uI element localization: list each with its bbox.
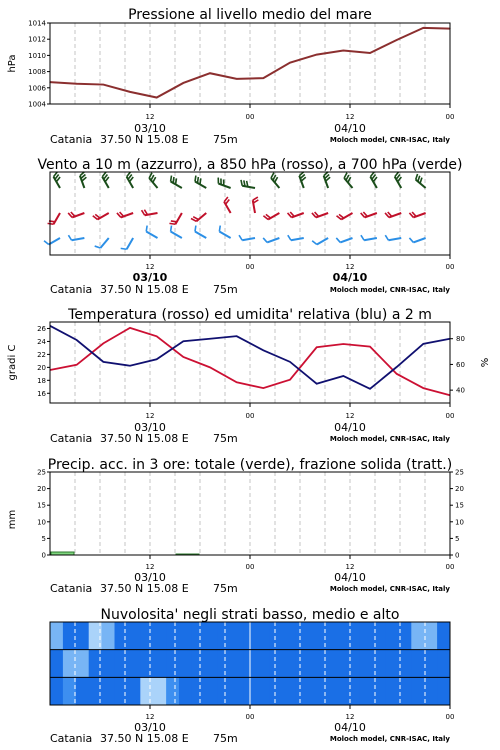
cloud-cell (140, 677, 153, 705)
barb-feather (171, 226, 172, 232)
wind-barb (336, 238, 352, 242)
cloud-cell (308, 650, 321, 678)
cloud-cell (411, 622, 424, 650)
cloud-cell (269, 677, 282, 705)
model-credit: Moloch model, CNR-ISAC, Italy (329, 735, 450, 743)
y-tick-label: 22 (37, 350, 46, 359)
panel-4 (7, 457, 464, 595)
panel-2 (37, 157, 462, 296)
cloud-cell (153, 677, 166, 705)
barb-staff (364, 238, 377, 240)
wind-barb (146, 226, 157, 238)
location-coords: 37.50 N 15.08 E (100, 283, 189, 296)
x-tick-label: 12 (145, 563, 155, 571)
wind-barb (44, 238, 60, 245)
barb-feather (271, 173, 274, 178)
wind-barb (171, 176, 182, 188)
wind-barb (93, 213, 109, 220)
cloud-cell (231, 622, 244, 650)
cloud-cell (295, 622, 308, 650)
cloud-cell (205, 677, 218, 705)
barb-feather (219, 226, 220, 232)
barb-feather (48, 223, 54, 224)
panel-title: Pressione al livello medio del mare (128, 7, 372, 23)
y-tick-label: 20 (37, 485, 46, 494)
barb-feather (169, 223, 175, 224)
y-tick-label: 1010 (28, 51, 46, 60)
wind-barb (239, 235, 255, 240)
barb-feather (197, 177, 198, 183)
x-tick-label: 12 (145, 412, 155, 420)
cloud-cell (308, 622, 321, 650)
cloud-cell (205, 622, 218, 650)
wind-barb (171, 226, 182, 238)
wind-barb (102, 172, 109, 188)
y2-tick-label: 20 (455, 485, 464, 494)
barb-feather (195, 226, 196, 232)
date-label: 03/10 (132, 271, 168, 284)
location-name: Catania (50, 432, 93, 445)
wind-barb (48, 213, 60, 224)
cloud-cell (256, 622, 269, 650)
wind-barb (370, 172, 377, 188)
location-coords: 37.50 N 15.08 E (100, 582, 189, 595)
barb-feather (288, 235, 291, 240)
cloud-cell (321, 677, 334, 705)
cloud-cell (192, 650, 205, 678)
cloud-cell (140, 650, 153, 678)
cloud-cell (360, 622, 373, 650)
pressure-point (236, 78, 237, 79)
wind-barb (385, 235, 401, 240)
y-axis-label: hPa (7, 54, 18, 73)
cloud-cell (424, 650, 437, 678)
y2-tick-label: 10 (455, 518, 464, 527)
cloud-cell (231, 677, 244, 705)
barb-staff (175, 213, 182, 224)
barb-staff (127, 238, 134, 249)
panel-title: Vento a 10 m (azzurro), a 850 hPa (rosso), a 700 hPa (verde) (37, 157, 463, 173)
cloud-cell (127, 622, 140, 650)
wind-barb (312, 238, 328, 245)
location-elevation: 75m (213, 133, 238, 146)
date-label: 03/10 (134, 721, 166, 734)
cloud-cell (385, 650, 398, 678)
cloud-cell (127, 650, 140, 678)
barb-feather (193, 217, 198, 220)
cloud-cell (411, 650, 424, 678)
barb-staff (242, 186, 255, 188)
cloud-cell (360, 677, 373, 705)
wind-barb (95, 238, 109, 248)
wind-barb (263, 213, 279, 220)
wind-barb (409, 238, 425, 242)
wind-barb (312, 212, 328, 217)
cloud-cell (321, 650, 334, 678)
cloud-cell (334, 622, 347, 650)
barb-feather (263, 238, 267, 242)
barb-staff (291, 238, 304, 240)
location-coords: 37.50 N 15.08 E (100, 732, 189, 745)
wind-barb (218, 178, 230, 188)
wind-barb (361, 235, 377, 240)
cloud-cell (76, 677, 89, 705)
cloud-cell (269, 622, 282, 650)
cloud-cell (102, 677, 115, 705)
barb-feather (409, 238, 413, 242)
barb-staff (388, 238, 401, 240)
cloud-cell (347, 622, 360, 650)
location-name: Catania (50, 732, 93, 745)
barb-feather (191, 219, 196, 222)
date-label: 03/10 (134, 421, 166, 434)
barb-feather (146, 226, 147, 232)
y2-tick-label: 0 (455, 551, 460, 560)
cloud-cell (50, 622, 63, 650)
location-elevation: 75m (213, 283, 238, 296)
y-tick-label: 1014 (28, 19, 46, 28)
cloud-cell (347, 650, 360, 678)
panel-5 (50, 607, 454, 745)
barb-feather (173, 177, 174, 183)
model-credit: Moloch model, CNR-ISAC, Italy (329, 136, 450, 144)
cloud-cell (63, 677, 76, 705)
cloud-cell (140, 622, 153, 650)
barb-staff (72, 238, 85, 240)
y2-tick-label: 25 (455, 468, 464, 477)
barb-feather (68, 235, 71, 240)
cloud-cell (256, 650, 269, 678)
wind-barb (80, 172, 86, 188)
wind-barb (344, 173, 352, 188)
pressure-point (209, 73, 210, 74)
barb-feather (416, 174, 418, 180)
barb-staff (341, 213, 352, 220)
y-tick-label: 1004 (28, 100, 46, 109)
barb-feather (200, 178, 201, 184)
date-label: 03/10 (134, 122, 166, 135)
y2-tick-label: 40 (456, 386, 465, 395)
cloud-cell (166, 677, 179, 705)
wind-barb (288, 212, 304, 217)
panel-title: Precip. acc. in 3 ore: totale (verde), frazione solida (tratt.) (47, 457, 453, 473)
barb-feather (312, 241, 317, 245)
y-tick-label: 18 (37, 376, 46, 385)
barb-staff (146, 232, 157, 239)
wind-barb (324, 172, 330, 188)
wind-barb (149, 173, 157, 188)
y-tick-label: 16 (37, 389, 46, 398)
date-label: 03/10 (134, 571, 166, 584)
cloud-cell (115, 650, 128, 678)
cloud-cell (63, 650, 76, 678)
cloud-cell (411, 677, 424, 705)
wind-barb (195, 176, 206, 188)
x-tick-label: 12 (345, 563, 355, 571)
y-axis-label: gradi C (7, 344, 18, 381)
plot-border (50, 23, 450, 104)
wind-barb (54, 172, 61, 188)
barb-staff (196, 213, 206, 221)
model-credit: Moloch model, CNR-ISAC, Italy (329, 585, 450, 593)
y-tick-label: 1008 (28, 68, 46, 77)
barb-feather (153, 177, 156, 182)
pressure-point (316, 54, 317, 55)
cloud-cell (127, 677, 140, 705)
cloud-cell (347, 677, 360, 705)
pressure-point (156, 97, 157, 98)
barb-staff (267, 238, 279, 242)
cloud-cell (424, 622, 437, 650)
wind-barb (241, 180, 255, 188)
location-name: Catania (50, 133, 93, 146)
x-tick-label: 12 (345, 713, 355, 721)
model-credit: Moloch model, CNR-ISAC, Italy (329, 435, 450, 443)
x-tick-label: 00 (445, 263, 455, 271)
pressure-point (103, 84, 104, 85)
barb-staff (413, 238, 425, 242)
barb-staff (54, 213, 61, 224)
cloud-cell (218, 677, 231, 705)
barb-feather (176, 178, 177, 184)
cloud-cell (115, 677, 128, 705)
panel-title: Temperatura (rosso) ed umidita' relativa (blu) a 2 m (68, 307, 432, 323)
barb-feather (418, 176, 420, 182)
barb-feather (420, 178, 422, 184)
location-name: Catania (50, 582, 93, 595)
barb-feather (44, 241, 49, 245)
cloud-cell (179, 677, 192, 705)
wind-barb (271, 173, 279, 188)
cloud-cell (256, 677, 269, 705)
wind-barb (142, 210, 158, 216)
model-credit: Moloch model, CNR-ISAC, Italy (329, 286, 450, 294)
cloud-cell (231, 650, 244, 678)
cloud-cell (295, 677, 308, 705)
y2-tick-label: 60 (456, 360, 465, 369)
x-tick-label: 12 (345, 412, 355, 420)
location-elevation: 75m (213, 582, 238, 595)
pressure-point (423, 27, 424, 28)
cloud-cell (437, 622, 450, 650)
y-tick-label: 25 (37, 468, 46, 477)
cloud-cell (192, 677, 205, 705)
cloud-cell (153, 622, 166, 650)
barb-staff (242, 238, 255, 240)
barb-staff (317, 238, 328, 245)
x-tick-label: 00 (245, 563, 255, 571)
x-tick-label: 12 (145, 263, 155, 271)
y-tick-label: 26 (37, 324, 46, 333)
cloud-cell (218, 622, 231, 650)
cloud-cell (218, 650, 231, 678)
barb-feather (344, 173, 347, 178)
x-tick-label: 00 (445, 412, 455, 420)
barb-feather (385, 235, 388, 240)
y2-axis-label: % (480, 357, 491, 368)
barb-staff (344, 178, 352, 188)
barb-feather (171, 176, 172, 182)
cloud-cell (360, 650, 373, 678)
y-axis-label: mm (7, 509, 18, 530)
cloud-cell (437, 650, 450, 678)
location-name: Catania (50, 283, 93, 296)
location-coords: 37.50 N 15.08 E (100, 432, 189, 445)
y-tick-label: 10 (37, 518, 46, 527)
x-tick-label: 00 (245, 713, 255, 721)
location-coords: 37.50 N 15.08 E (100, 133, 189, 146)
pressure-point (183, 82, 184, 83)
cloud-cell (50, 677, 63, 705)
cloud-cell (153, 650, 166, 678)
cloud-cell (282, 622, 295, 650)
cloud-cell (115, 622, 128, 650)
cloud-cell (269, 650, 282, 678)
y2-tick-label: 5 (455, 534, 460, 543)
x-tick-label: 00 (445, 713, 455, 721)
pressure-point (289, 62, 290, 63)
x-tick-label: 00 (245, 263, 255, 271)
date-label: 04/10 (332, 271, 368, 284)
barb-staff (171, 232, 182, 239)
barb-feather (121, 248, 127, 249)
barb-staff (97, 213, 108, 220)
y-tick-label: 15 (37, 501, 46, 510)
x-tick-label: 12 (145, 713, 155, 721)
cloud-cell (166, 622, 179, 650)
pressure-point (76, 83, 77, 84)
barb-feather (95, 246, 101, 248)
barb-feather (171, 221, 177, 222)
y-tick-label: 0 (41, 551, 46, 560)
y2-tick-label: 80 (456, 335, 465, 344)
y-tick-label: 24 (37, 337, 46, 346)
date-label: 04/10 (334, 721, 366, 734)
pressure-point (343, 50, 344, 51)
cloud-cell (179, 622, 192, 650)
pressure-point (369, 52, 370, 53)
cloud-cell (102, 650, 115, 678)
cloud-cell (308, 677, 321, 705)
wind-barb (299, 172, 305, 188)
x-tick-label: 00 (445, 113, 455, 121)
y-tick-label: 5 (41, 534, 46, 543)
y-tick-label: 20 (37, 363, 46, 372)
cloud-cell (50, 650, 63, 678)
wind-barb (416, 174, 426, 188)
pressure-point (396, 39, 397, 40)
wind-barb (191, 213, 206, 221)
wind-barb (68, 235, 84, 240)
barb-feather (241, 180, 242, 186)
barb-feather (195, 176, 196, 182)
panel-3 (7, 307, 491, 445)
cloud-cell (334, 677, 347, 705)
date-label: 04/10 (334, 571, 366, 584)
x-tick-label: 00 (445, 563, 455, 571)
barb-feather (346, 175, 349, 180)
y2-tick-label: 15 (455, 501, 464, 510)
panel-1 (7, 7, 454, 146)
cloud-cell (76, 650, 89, 678)
barb-feather (151, 175, 154, 180)
x-tick-label: 12 (345, 263, 355, 271)
pressure-point (263, 77, 264, 78)
cloud-cell (205, 650, 218, 678)
wind-barb (253, 197, 259, 213)
x-tick-label: 00 (245, 412, 255, 420)
wind-barb (385, 212, 401, 217)
cloud-cell (282, 650, 295, 678)
pressure-point (129, 91, 130, 92)
barb-feather (149, 173, 152, 178)
cloud-cell (334, 650, 347, 678)
cloud-cell (282, 677, 295, 705)
y-tick-label: 1006 (28, 84, 46, 93)
wind-barb (288, 235, 304, 240)
wind-barb (127, 172, 134, 188)
cloud-cell (102, 622, 115, 650)
wind-barb (68, 212, 84, 217)
cloud-cell (424, 677, 437, 705)
cloud-cell (63, 622, 76, 650)
cloud-cell (437, 677, 450, 705)
x-tick-label: 12 (145, 113, 155, 121)
cloud-cell (76, 622, 89, 650)
cloud-cell (321, 622, 334, 650)
date-label: 04/10 (334, 421, 366, 434)
cloud-cell (166, 650, 179, 678)
barb-feather (239, 235, 242, 240)
barb-feather (336, 238, 340, 242)
barb-staff (195, 232, 206, 239)
location-elevation: 75m (213, 732, 238, 745)
barb-feather (361, 235, 364, 240)
cloud-cell (385, 677, 398, 705)
wind-barb (195, 226, 206, 238)
wind-barb (169, 213, 181, 224)
cloud-cell (385, 622, 398, 650)
wind-barb (121, 238, 133, 249)
barb-staff (100, 238, 108, 248)
date-label: 04/10 (334, 122, 366, 135)
y-tick-label: 1012 (28, 35, 46, 44)
barb-staff (340, 238, 352, 242)
panel-title: Nuvolosita' negli strati basso, medio e alto (100, 607, 400, 623)
wind-barb (361, 212, 377, 217)
cloud-cell (179, 650, 192, 678)
cloud-cell (295, 650, 308, 678)
x-tick-label: 00 (245, 113, 255, 121)
wind-barb (409, 212, 425, 217)
location-elevation: 75m (213, 432, 238, 445)
barb-staff (268, 213, 279, 220)
x-tick-label: 12 (345, 113, 355, 121)
wind-barb (263, 238, 279, 242)
cloud-cell (192, 622, 205, 650)
